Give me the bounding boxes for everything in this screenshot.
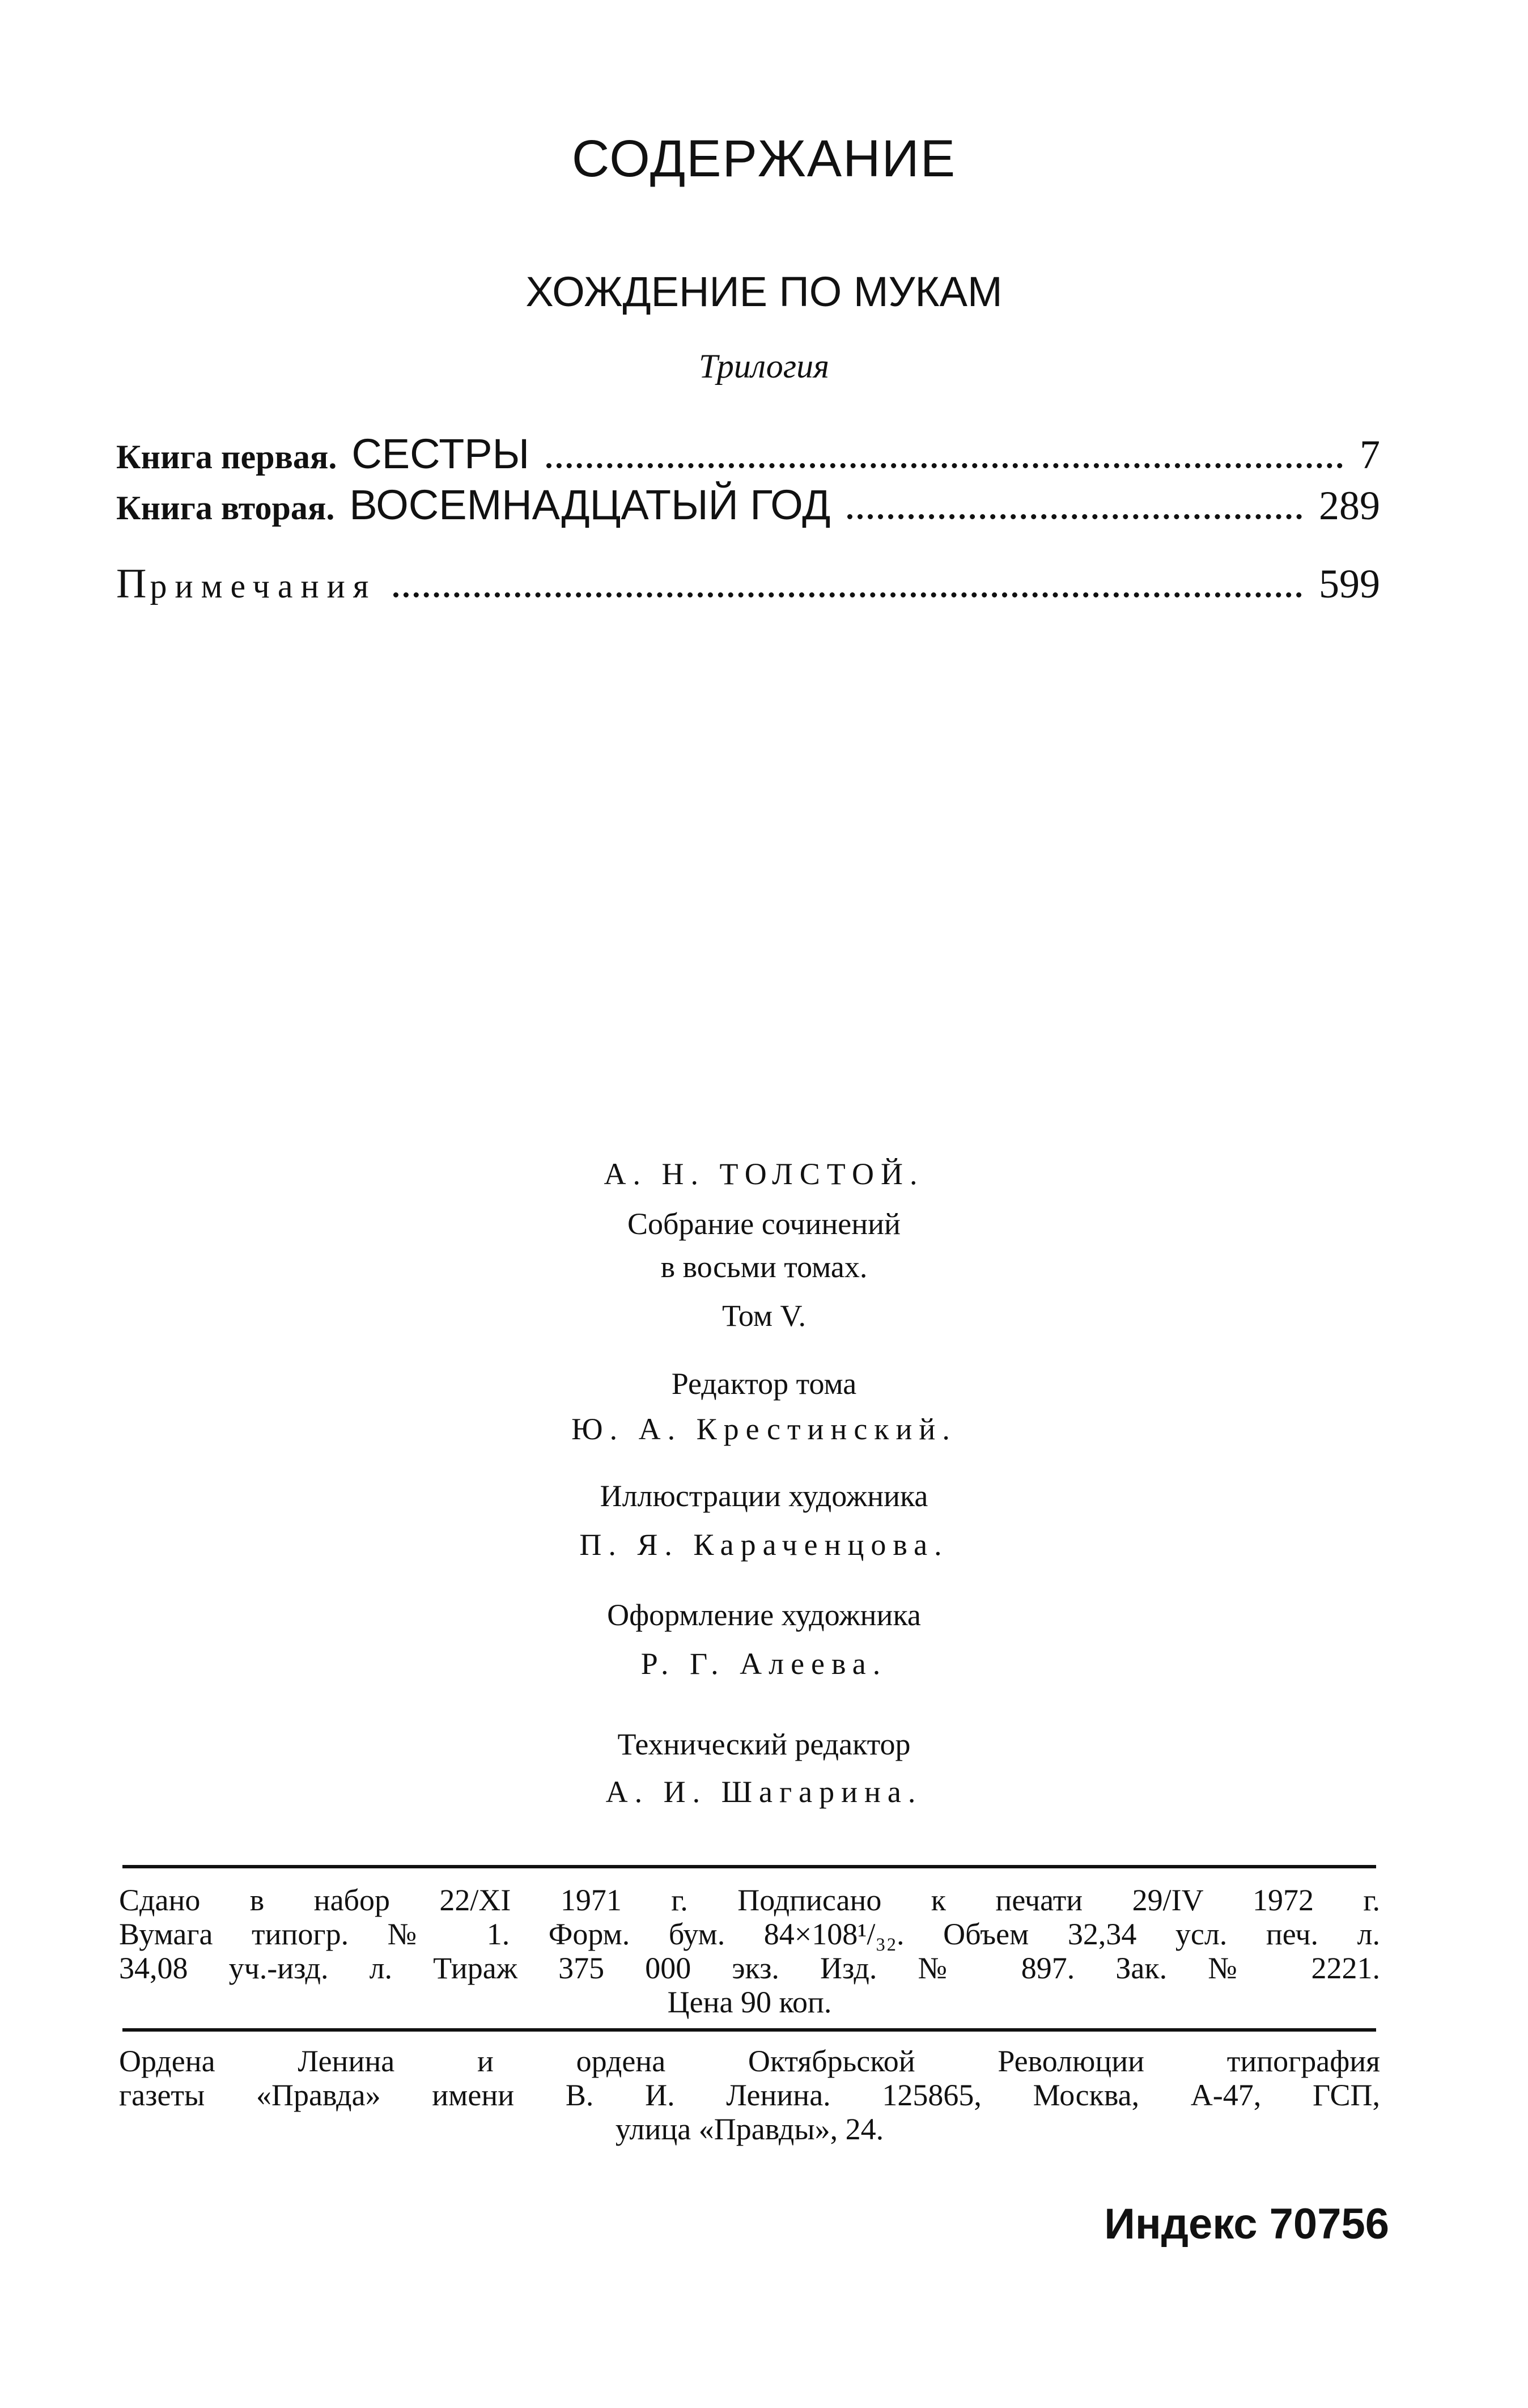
publication-price: Цена 90 коп. — [667, 1985, 832, 2019]
toc-notes-initial: П — [116, 561, 150, 607]
toc-entry-book-one[interactable] — [116, 430, 1380, 478]
dot-leader — [393, 592, 1302, 597]
imprint-collection-line2: в восьми томах. — [660, 1250, 868, 1284]
imprint-designer-name: Р. Г. Алеева. — [640, 1647, 888, 1681]
publication-line: Вумага типогр. № 1. Форм. бум. 84×108¹/₃₂. Объем 32,34 усл. печ. л. — [119, 1917, 1380, 1951]
divider-bottom — [122, 2028, 1376, 2032]
publication-details — [119, 1883, 1380, 2019]
imprint-tech-editor-label: Технический редактор — [617, 1727, 911, 1761]
imprint-volume: Том V. — [721, 1299, 807, 1333]
dot-leader — [546, 463, 1343, 468]
toc-entry-page: 289 — [1319, 483, 1380, 528]
toc-entry-book-two[interactable] — [116, 481, 1380, 529]
toc-notes-rest: римечания — [150, 567, 377, 605]
imprint-editor-name: Ю. А. Крестинский. — [571, 1412, 957, 1446]
toc-title: СОДЕРЖАНИЕ — [571, 130, 957, 188]
work-title: ХОЖДЕНИЕ ПО МУКАМ — [525, 268, 1003, 315]
toc-entry-page: 7 — [1360, 432, 1380, 477]
imprint-author: А. Н. ТОЛСТОЙ. — [604, 1157, 924, 1191]
publication-line: Сдано в набор 22/XI 1971 г. Подписано к печати 29/IV 1972 г. — [119, 1883, 1380, 1917]
printer-line: Ордена Ленина и ордена Октябрьской Революции типография — [119, 2044, 1380, 2078]
toc-entry-notes[interactable] — [116, 560, 1380, 608]
printer-details — [119, 2044, 1380, 2146]
imprint-design-label: Оформление художника — [607, 1598, 921, 1632]
toc-entry-prefix: Книга вторая. — [116, 489, 335, 527]
imprint-illustrator-name: П. Я. Караченцова. — [579, 1528, 949, 1562]
toc-entry-title — [116, 560, 376, 608]
imprint-collection-line1: Собрание сочинений — [627, 1207, 901, 1241]
publication-line: 34,08 уч.-изд. л. Тираж 375 000 экз. Изд. № 897. Зак. № 2221. — [119, 1951, 1380, 1985]
imprint-editor-label: Редактор тома — [671, 1367, 857, 1401]
work-subtitle: Трилогия — [698, 347, 830, 385]
dot-leader — [847, 514, 1302, 519]
printer-line: газеты «Правда» имени В. И. Ленина. 125865, Москва, А-47, ГСП, — [119, 2078, 1380, 2112]
catalog-index: Индекс 70756 — [1104, 2200, 1389, 2248]
toc-entry-title: СЕСТРЫ — [351, 430, 530, 477]
printer-line: улица «Правды», 24. — [615, 2112, 884, 2146]
toc-entry-prefix: Книга первая. — [116, 438, 337, 476]
toc-entry-title: ВОСЕМНАДЦАТЫЙ ГОД — [349, 481, 831, 528]
imprint-tech-editor-name: А. И. Шагарина. — [605, 1775, 923, 1809]
toc-entry-page: 599 — [1319, 561, 1380, 607]
divider-top — [122, 1865, 1376, 1868]
imprint-illustrations-label: Иллюстрации художника — [600, 1479, 928, 1513]
